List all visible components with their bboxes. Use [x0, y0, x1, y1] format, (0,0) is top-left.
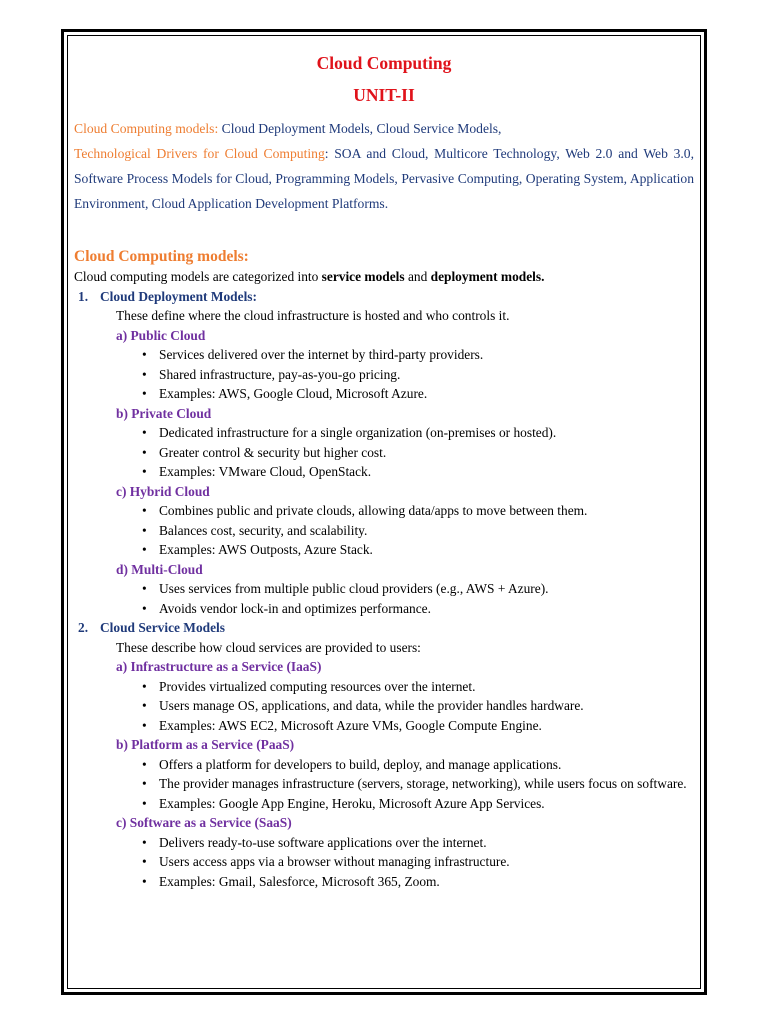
service-models-title: Cloud Service Models — [100, 620, 225, 635]
list-item: • Avoids vendor lock-in and optimizes performance. — [142, 599, 694, 619]
list-number: 1. — [78, 288, 89, 304]
section-heading: Cloud Computing models: — [74, 248, 249, 265]
public-cloud-list — [74, 345, 694, 404]
list-item: • Users access apps via a browser without managing infrastructure. — [142, 852, 694, 872]
list-item: • Uses services from multiple public cloud providers (e.g., AWS + Azure). — [142, 579, 694, 599]
private-cloud-heading: b) Private Cloud — [116, 405, 212, 421]
paas-list — [74, 755, 694, 814]
hybrid-cloud-list — [74, 501, 694, 560]
list-item: • Examples: Gmail, Salesforce, Microsoft 365, Zoom. — [142, 872, 694, 892]
list-item: • Offers a platform for developers to build, deploy, and manage applications. — [142, 755, 694, 775]
list-item: • Services delivered over the internet by third-party providers. — [142, 345, 694, 365]
iaas-heading: a) Infrastructure as a Service (IaaS) — [116, 659, 322, 674]
list-item: • Greater control & security but higher cost. — [142, 443, 694, 463]
intro-line-1 — [74, 116, 694, 141]
paas-heading: b) Platform as a Service (PaaS) — [116, 737, 295, 752]
list-item: • Shared infrastructure, pay-as-you-go pricing. — [142, 365, 694, 385]
multi-cloud-heading: d) Multi-Cloud — [116, 561, 203, 577]
deployment-models-desc: These define where the cloud infrastructure is hosted and who controls it. — [116, 308, 510, 323]
iaas-list — [74, 677, 694, 736]
private-cloud-list — [74, 423, 694, 482]
intro-block — [74, 116, 694, 216]
intro-line-2 — [74, 141, 694, 216]
list-item: • Examples: AWS Outposts, Azure Stack. — [142, 540, 694, 560]
service-models-desc: These describe how cloud services are provided to users: — [116, 639, 421, 655]
deployment-models-title: Cloud Deployment Models: — [100, 288, 257, 304]
list-item: • Balances cost, security, and scalability. — [142, 521, 694, 541]
list-item: • Examples: Google App Engine, Heroku, Microsoft Azure App Services. — [142, 794, 694, 814]
public-cloud-heading: a) Public Cloud — [116, 327, 206, 343]
list-item: • Examples: VMware Cloud, OpenStack. — [142, 462, 694, 482]
saas-list — [74, 833, 694, 892]
section-intro-bold-service: service models — [321, 269, 405, 284]
intro-label-models: Cloud Computing models: — [74, 121, 219, 136]
list-item: • Delivers ready-to-use software applications over the internet. — [142, 833, 694, 853]
intro-text-drivers: : SOA and Cloud, Multicore Technology, Web 2.0 and Web 3.0, Software Process Models for Cloud, Programming Models, Pervasive Computing, Operating System, Application Environment, Cloud Application Development Platforms. — [74, 146, 695, 211]
document-content — [74, 50, 694, 891]
section-intro-bold-deployment: deployment models. — [430, 269, 545, 284]
list-item: • The provider manages infrastructure (servers, storage, networking), while users focus on software. — [142, 774, 694, 794]
list-item: • Users manage OS, applications, and data, while the provider handles hardware. — [142, 696, 694, 716]
list-number: 2. — [78, 620, 89, 635]
document-title: Cloud Computing — [316, 53, 452, 73]
list-item: • Examples: AWS, Google Cloud, Microsoft Azure. — [142, 384, 694, 404]
section-intro-text: Cloud computing models are categorized into — [74, 269, 322, 284]
service-models-heading — [74, 618, 694, 638]
list-item: • Dedicated infrastructure for a single organization (on-premises or hosted). — [142, 423, 694, 443]
list-item: • Provides virtualized computing resources over the internet. — [142, 677, 694, 697]
saas-heading: c) Software as a Service (SaaS) — [116, 815, 292, 830]
intro-text-models: Cloud Deployment Models, Cloud Service Models, — [218, 121, 502, 136]
deployment-models-heading — [74, 287, 694, 307]
section-intro-and: and — [404, 269, 431, 284]
section-intro — [74, 267, 694, 287]
list-item: • Examples: AWS EC2, Microsoft Azure VMs, Google Compute Engine. — [142, 716, 694, 736]
multi-cloud-list — [74, 579, 694, 618]
hybrid-cloud-heading: c) Hybrid Cloud — [116, 483, 210, 499]
intro-label-drivers: Technological Drivers for Cloud Computing — [74, 146, 325, 161]
unit-heading: UNIT-II — [353, 85, 415, 105]
list-item: • Combines public and private clouds, allowing data/apps to move between them. — [142, 501, 694, 521]
